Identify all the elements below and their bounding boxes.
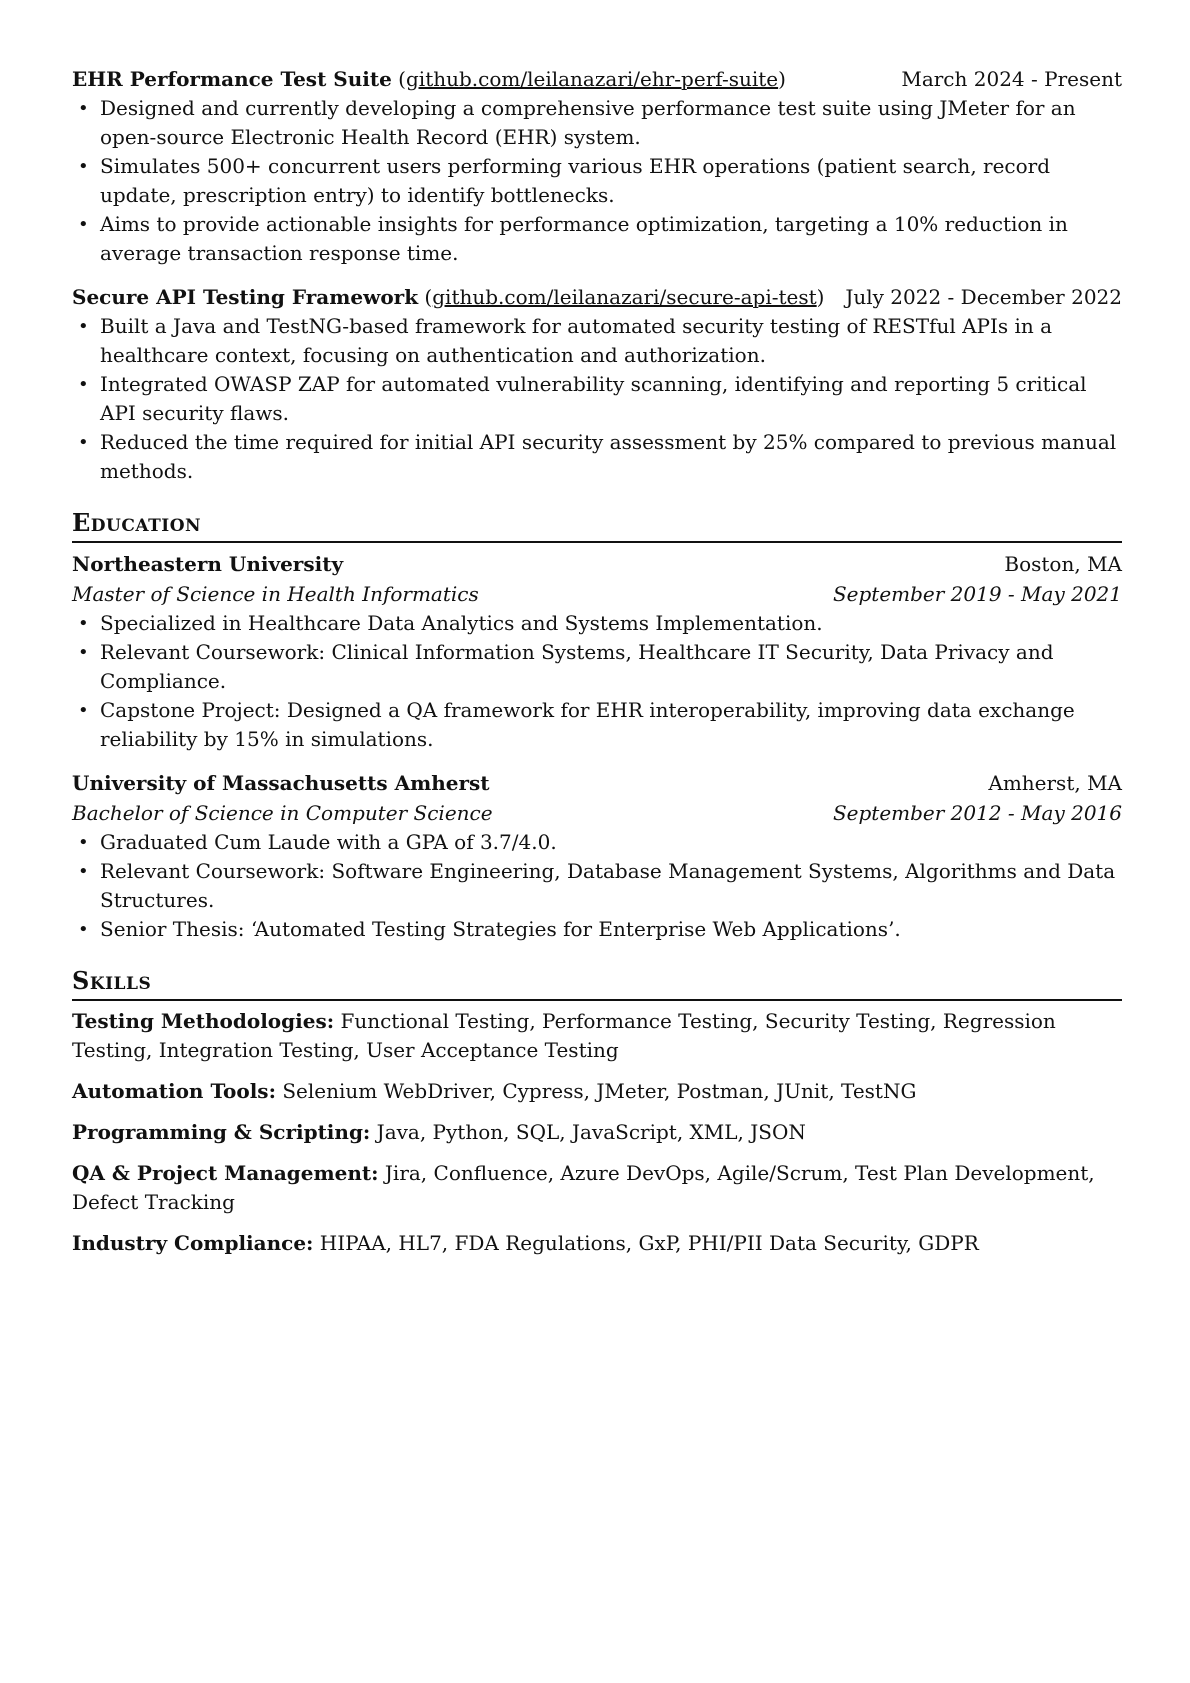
project-link[interactable]: github.com/leilanazari/secure-api-test — [432, 285, 817, 309]
project-header — [72, 64, 1122, 94]
skill-label: Industry Compliance: — [72, 1231, 314, 1255]
project-title-line: EHR Performance Test Suite (github.com/leilanazari/ehr-perf-suite) — [72, 67, 786, 91]
skill-row — [72, 1118, 1122, 1147]
school-location: Boston, MA — [1004, 552, 1122, 576]
skill-value: Selenium WebDriver, Cypress, JMeter, Postman, JUnit, TestNG — [282, 1079, 917, 1103]
bullet-item: • Relevant Coursework: Clinical Information Systems, Healthcare IT Security, Data Privacy and Compliance. — [72, 638, 1122, 696]
education-bullets — [72, 609, 1122, 754]
degree-row — [72, 579, 1122, 609]
school-location: Amherst, MA — [988, 771, 1122, 795]
education-entry — [72, 549, 1122, 754]
bullet-item: • Graduated Cum Laude with a GPA of 3.7/4.0. — [72, 828, 1122, 857]
skill-value: Java, Python, SQL, JavaScript, XML, JSON — [376, 1120, 806, 1144]
education-dates: September 2012 - May 2016 — [832, 801, 1122, 825]
bullet-item: • Built a Java and TestNG-based framework for automated security testing of RESTful APIs in a healthcare context, focusing on authentication and authorization. — [72, 312, 1122, 370]
project-header — [72, 282, 1122, 312]
education-entry — [72, 768, 1122, 944]
education-header — [72, 549, 1122, 579]
skill-value: Jira, Confluence, Azure DevOps, Agile/Scrum, Test Plan Development, Defect Tracking — [72, 1161, 1095, 1214]
skill-label: Testing Methodologies: — [72, 1009, 335, 1033]
skill-value: HIPAA, HL7, FDA Regulations, GxP, PHI/PII Data Security, GDPR — [319, 1231, 979, 1255]
project-title: Secure API Testing Framework — [72, 285, 419, 309]
bullet-item: • Aims to provide actionable insights for performance optimization, targeting a 10% reduction in average transaction response time. — [72, 210, 1122, 268]
bullet-item: • Relevant Coursework: Software Engineering, Database Management Systems, Algorithms and Data Structures. — [72, 857, 1122, 915]
bullet-item: • Senior Thesis: ‘Automated Testing Strategies for Enterprise Web Applications’. — [72, 915, 1122, 944]
section-heading: Skills — [72, 966, 1122, 1001]
school-name: University of Massachusetts Amherst — [72, 771, 490, 795]
project-entry — [72, 282, 1122, 486]
skills-section — [72, 966, 1122, 1258]
section-heading: Education — [72, 508, 1122, 543]
degree: Bachelor of Science in Computer Science — [72, 801, 493, 825]
project-dates: March 2024 - Present — [901, 67, 1122, 91]
bullet-item: • Integrated OWASP ZAP for automated vulnerability scanning, identifying and reporting 5 critical API security flaws. — [72, 370, 1122, 428]
skill-value: Functional Testing, Performance Testing, Security Testing, Regression Testing, Integration Testing, User Acceptance Testing — [72, 1009, 1056, 1062]
degree: Master of Science in Health Informatics — [72, 582, 479, 606]
project-title: EHR Performance Test Suite — [72, 67, 392, 91]
skill-row — [72, 1229, 1122, 1258]
project-title-line: Secure API Testing Framework (github.com/leilanazari/secure-api-test) — [72, 285, 825, 309]
skill-label: Automation Tools: — [72, 1079, 276, 1103]
project-dates: July 2022 - December 2022 — [845, 285, 1122, 309]
resume-content — [72, 64, 1122, 1270]
school-name: Northeastern University — [72, 552, 344, 576]
education-dates: September 2019 - May 2021 — [832, 582, 1122, 606]
project-link[interactable]: github.com/leilanazari/ehr-perf-suite — [406, 67, 779, 91]
skill-row — [72, 1077, 1122, 1106]
skill-row — [72, 1007, 1122, 1065]
skill-label: Programming & Scripting: — [72, 1120, 371, 1144]
project-bullets — [72, 94, 1122, 268]
bullet-item: • Simulates 500+ concurrent users performing various EHR operations (patient search, record update, prescription entry) to identify bottlenecks. — [72, 152, 1122, 210]
education-bullets — [72, 828, 1122, 944]
education-section — [72, 508, 1122, 944]
bullet-item: • Reduced the time required for initial API security assessment by 25% compared to previous manual methods. — [72, 428, 1122, 486]
project-bullets — [72, 312, 1122, 486]
skill-label: QA & Project Management: — [72, 1161, 379, 1185]
project-entry — [72, 64, 1122, 268]
bullet-item: • Specialized in Healthcare Data Analytics and Systems Implementation. — [72, 609, 1122, 638]
bullet-item: • Designed and currently developing a comprehensive performance test suite using JMeter for an open-source Electronic Health Record (EHR) system. — [72, 94, 1122, 152]
education-header — [72, 768, 1122, 798]
degree-row — [72, 798, 1122, 828]
bullet-item: • Capstone Project: Designed a QA framework for EHR interoperability, improving data exchange reliability by 15% in simulations. — [72, 696, 1122, 754]
skill-row — [72, 1159, 1122, 1217]
